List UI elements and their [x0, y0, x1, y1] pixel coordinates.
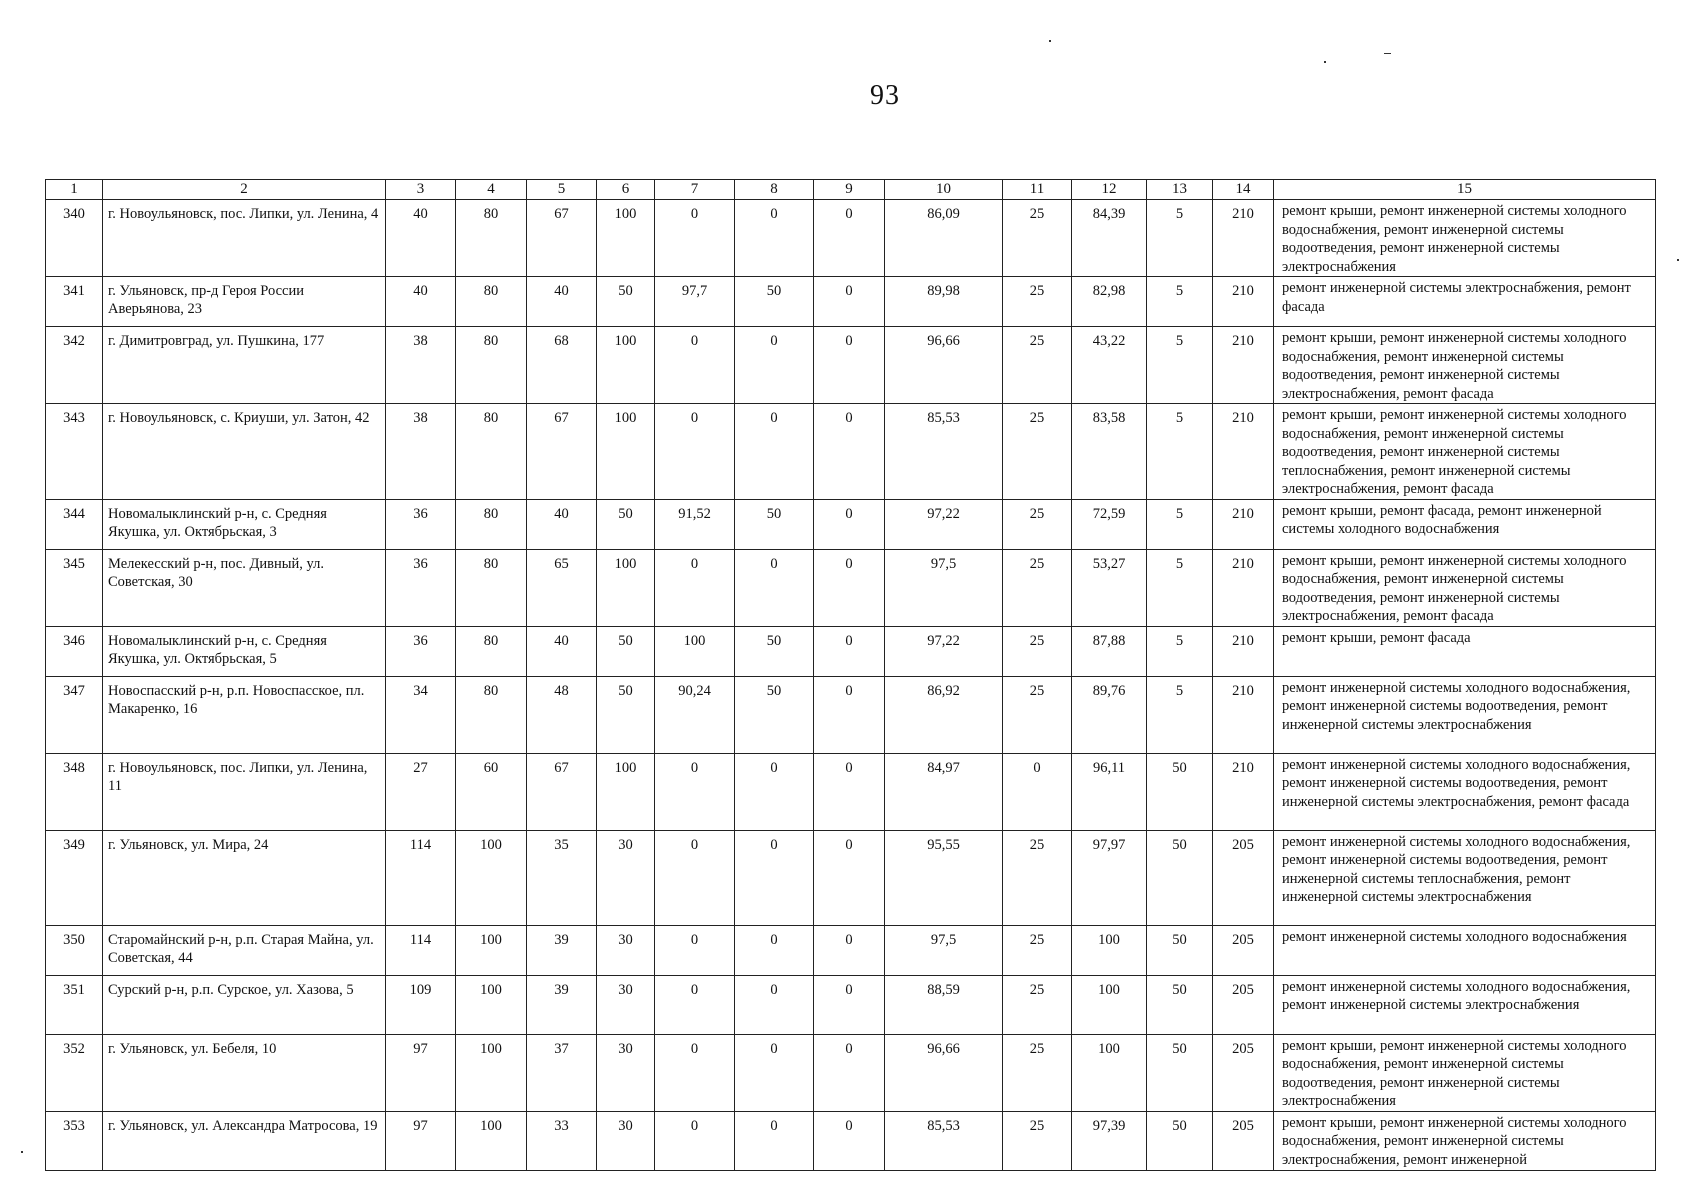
value-cell: 39 — [527, 975, 597, 1034]
value-cell: 210 — [1213, 549, 1274, 626]
column-header: 14 — [1213, 180, 1274, 200]
value-cell: 91,52 — [655, 499, 735, 549]
value-cell: 80 — [456, 200, 527, 277]
value-cell: 40 — [527, 499, 597, 549]
value-cell: 97 — [386, 1111, 456, 1170]
value-cell: 5 — [1147, 549, 1213, 626]
value-cell: 43,22 — [1072, 327, 1147, 404]
value-cell: 100 — [1072, 975, 1147, 1034]
value-cell: 82,98 — [1072, 277, 1147, 327]
value-cell: 35 — [527, 830, 597, 925]
value-cell: 0 — [655, 549, 735, 626]
value-cell: 5 — [1147, 676, 1213, 753]
value-cell: 100 — [456, 925, 527, 975]
value-cell: 100 — [655, 626, 735, 676]
address-cell: Старомайнский р-н, р.п. Старая Майна, ул. Советская, 44 — [103, 925, 386, 975]
value-cell: 0 — [814, 753, 885, 830]
value-cell: 50 — [1147, 975, 1213, 1034]
value-cell: 205 — [1213, 1111, 1274, 1170]
data-table-container — [45, 179, 1655, 1171]
value-cell: 25 — [1003, 327, 1072, 404]
value-cell: 0 — [1003, 753, 1072, 830]
value-cell: 50 — [1147, 830, 1213, 925]
value-cell: 50 — [735, 499, 814, 549]
address-cell: г. Ульяновск, ул. Бебеля, 10 — [103, 1034, 386, 1111]
value-cell: 33 — [527, 1111, 597, 1170]
value-cell: 0 — [814, 830, 885, 925]
table-row — [46, 277, 1656, 327]
data-table — [45, 179, 1656, 1171]
value-cell: 50 — [597, 626, 655, 676]
value-cell: 67 — [527, 404, 597, 500]
value-cell: 0 — [655, 830, 735, 925]
value-cell: 0 — [814, 404, 885, 500]
scan-speck — [1324, 61, 1326, 63]
value-cell: 25 — [1003, 975, 1072, 1034]
value-cell: 50 — [1147, 753, 1213, 830]
value-cell: 50 — [1147, 925, 1213, 975]
value-cell: 0 — [655, 1111, 735, 1170]
table-row — [46, 549, 1656, 626]
work-description-cell: ремонт инженерной системы холодного водоснабжения, ремонт инженерной системы водоотведения, ремонт инженерной системы электроснабжения, ремонт фасада — [1274, 753, 1656, 830]
value-cell: 5 — [1147, 499, 1213, 549]
value-cell: 210 — [1213, 753, 1274, 830]
address-cell: г. Новоульяновск, пос. Липки, ул. Ленина, 11 — [103, 753, 386, 830]
value-cell: 89,98 — [885, 277, 1003, 327]
row-number: 353 — [46, 1111, 103, 1170]
value-cell: 25 — [1003, 549, 1072, 626]
value-cell: 100 — [456, 975, 527, 1034]
value-cell: 50 — [597, 676, 655, 753]
row-number: 351 — [46, 975, 103, 1034]
value-cell: 5 — [1147, 626, 1213, 676]
work-description-cell: ремонт крыши, ремонт инженерной системы холодного водоснабжения, ремонт инженерной системы водоотведения, ремонт инженерной системы электроснабжения — [1274, 1034, 1656, 1111]
value-cell: 80 — [456, 676, 527, 753]
address-cell: Мелекесский р-н, пос. Дивный, ул. Советская, 30 — [103, 549, 386, 626]
address-cell: г. Ульяновск, ул. Мира, 24 — [103, 830, 386, 925]
row-number: 352 — [46, 1034, 103, 1111]
row-number: 347 — [46, 676, 103, 753]
value-cell: 0 — [735, 1111, 814, 1170]
column-header: 1 — [46, 180, 103, 200]
table-row — [46, 975, 1656, 1034]
scan-speck — [1384, 53, 1391, 54]
scan-speck — [1677, 259, 1679, 261]
value-cell: 100 — [456, 1034, 527, 1111]
value-cell: 38 — [386, 327, 456, 404]
column-header: 5 — [527, 180, 597, 200]
work-description-cell: ремонт инженерной системы электроснабжения, ремонт фасада — [1274, 277, 1656, 327]
address-cell: г. Ульяновск, пр-д Героя России Аверьянова, 23 — [103, 277, 386, 327]
row-number: 341 — [46, 277, 103, 327]
value-cell: 25 — [1003, 1034, 1072, 1111]
value-cell: 0 — [735, 200, 814, 277]
value-cell: 0 — [814, 1034, 885, 1111]
value-cell: 39 — [527, 925, 597, 975]
value-cell: 68 — [527, 327, 597, 404]
column-header: 13 — [1147, 180, 1213, 200]
column-header: 9 — [814, 180, 885, 200]
row-number: 343 — [46, 404, 103, 500]
row-number: 348 — [46, 753, 103, 830]
value-cell: 5 — [1147, 200, 1213, 277]
value-cell: 72,59 — [1072, 499, 1147, 549]
value-cell: 0 — [814, 626, 885, 676]
value-cell: 5 — [1147, 327, 1213, 404]
column-header: 6 — [597, 180, 655, 200]
value-cell: 38 — [386, 404, 456, 500]
page-number: 93 — [870, 80, 900, 111]
value-cell: 50 — [597, 277, 655, 327]
address-cell: Новоспасский р-н, р.п. Новоспасское, пл. Макаренко, 16 — [103, 676, 386, 753]
value-cell: 0 — [735, 830, 814, 925]
value-cell: 97,7 — [655, 277, 735, 327]
value-cell: 25 — [1003, 277, 1072, 327]
table-row — [46, 830, 1656, 925]
work-description-cell: ремонт крыши, ремонт инженерной системы холодного водоснабжения, ремонт инженерной системы водоотведения, ремонт инженерной системы электроснабжения — [1274, 200, 1656, 277]
table-row — [46, 676, 1656, 753]
row-number: 345 — [46, 549, 103, 626]
value-cell: 205 — [1213, 925, 1274, 975]
value-cell: 0 — [735, 925, 814, 975]
value-cell: 97,5 — [885, 925, 1003, 975]
value-cell: 100 — [1072, 925, 1147, 975]
value-cell: 53,27 — [1072, 549, 1147, 626]
value-cell: 50 — [1147, 1034, 1213, 1111]
value-cell: 34 — [386, 676, 456, 753]
column-header: 3 — [386, 180, 456, 200]
value-cell: 25 — [1003, 499, 1072, 549]
value-cell: 97,97 — [1072, 830, 1147, 925]
value-cell: 100 — [597, 327, 655, 404]
value-cell: 84,97 — [885, 753, 1003, 830]
value-cell: 97,22 — [885, 626, 1003, 676]
value-cell: 50 — [735, 626, 814, 676]
value-cell: 25 — [1003, 200, 1072, 277]
row-number: 344 — [46, 499, 103, 549]
value-cell: 25 — [1003, 1111, 1072, 1170]
value-cell: 25 — [1003, 404, 1072, 500]
value-cell: 210 — [1213, 327, 1274, 404]
value-cell: 36 — [386, 499, 456, 549]
value-cell: 88,59 — [885, 975, 1003, 1034]
value-cell: 100 — [597, 549, 655, 626]
value-cell: 80 — [456, 549, 527, 626]
value-cell: 0 — [735, 1034, 814, 1111]
value-cell: 97 — [386, 1034, 456, 1111]
value-cell: 30 — [597, 975, 655, 1034]
value-cell: 109 — [386, 975, 456, 1034]
work-description-cell: ремонт крыши, ремонт фасада, ремонт инженерной системы холодного водоснабжения — [1274, 499, 1656, 549]
value-cell: 205 — [1213, 1034, 1274, 1111]
work-description-cell: ремонт крыши, ремонт инженерной системы холодного водоснабжения, ремонт инженерной системы электроснабжения, ремонт инженерной — [1274, 1111, 1656, 1170]
value-cell: 84,39 — [1072, 200, 1147, 277]
value-cell: 0 — [814, 549, 885, 626]
work-description-cell: ремонт крыши, ремонт инженерной системы холодного водоснабжения, ремонт инженерной системы водоотведения, ремонт инженерной системы электроснабжения, ремонт фасада — [1274, 327, 1656, 404]
value-cell: 0 — [655, 200, 735, 277]
value-cell: 0 — [655, 925, 735, 975]
value-cell: 0 — [655, 753, 735, 830]
value-cell: 96,11 — [1072, 753, 1147, 830]
value-cell: 0 — [655, 404, 735, 500]
address-cell: Сурский р-н, р.п. Сурское, ул. Хазова, 5 — [103, 975, 386, 1034]
table-row — [46, 626, 1656, 676]
row-number: 350 — [46, 925, 103, 975]
row-number: 340 — [46, 200, 103, 277]
value-cell: 27 — [386, 753, 456, 830]
value-cell: 97,22 — [885, 499, 1003, 549]
value-cell: 30 — [597, 1034, 655, 1111]
table-row — [46, 327, 1656, 404]
value-cell: 80 — [456, 626, 527, 676]
value-cell: 80 — [456, 404, 527, 500]
work-description-cell: ремонт крыши, ремонт фасада — [1274, 626, 1656, 676]
value-cell: 85,53 — [885, 1111, 1003, 1170]
value-cell: 30 — [597, 830, 655, 925]
value-cell: 0 — [735, 327, 814, 404]
value-cell: 85,53 — [885, 404, 1003, 500]
value-cell: 210 — [1213, 200, 1274, 277]
value-cell: 48 — [527, 676, 597, 753]
address-cell: г. Новоульяновск, пос. Липки, ул. Ленина, 4 — [103, 200, 386, 277]
work-description-cell: ремонт инженерной системы холодного водоснабжения, ремонт инженерной системы электроснабжения — [1274, 975, 1656, 1034]
value-cell: 40 — [386, 277, 456, 327]
work-description-cell: ремонт крыши, ремонт инженерной системы холодного водоснабжения, ремонт инженерной системы водоотведения, ремонт инженерной системы электроснабжения, ремонт фасада — [1274, 549, 1656, 626]
row-number: 346 — [46, 626, 103, 676]
value-cell: 205 — [1213, 830, 1274, 925]
value-cell: 25 — [1003, 676, 1072, 753]
column-header: 10 — [885, 180, 1003, 200]
value-cell: 50 — [735, 676, 814, 753]
value-cell: 25 — [1003, 626, 1072, 676]
value-cell: 0 — [814, 277, 885, 327]
work-description-cell: ремонт инженерной системы холодного водоснабжения, ремонт инженерной системы водоотведения, ремонт инженерной системы электроснабжения — [1274, 676, 1656, 753]
value-cell: 36 — [386, 626, 456, 676]
column-header: 15 — [1274, 180, 1656, 200]
value-cell: 114 — [386, 830, 456, 925]
table-row — [46, 753, 1656, 830]
address-cell: Новомалыклинский р-н, с. Средняя Якушка, ул. Октябрьская, 3 — [103, 499, 386, 549]
value-cell: 5 — [1147, 404, 1213, 500]
value-cell: 86,09 — [885, 200, 1003, 277]
address-cell: Новомалыклинский р-н, с. Средняя Якушка, ул. Октябрьская, 5 — [103, 626, 386, 676]
value-cell: 96,66 — [885, 1034, 1003, 1111]
value-cell: 114 — [386, 925, 456, 975]
column-header: 2 — [103, 180, 386, 200]
value-cell: 0 — [814, 676, 885, 753]
column-header: 11 — [1003, 180, 1072, 200]
value-cell: 210 — [1213, 499, 1274, 549]
value-cell: 50 — [735, 277, 814, 327]
value-cell: 50 — [597, 499, 655, 549]
value-cell: 40 — [386, 200, 456, 277]
value-cell: 89,76 — [1072, 676, 1147, 753]
value-cell: 0 — [655, 327, 735, 404]
column-header: 7 — [655, 180, 735, 200]
value-cell: 100 — [456, 830, 527, 925]
value-cell: 97,39 — [1072, 1111, 1147, 1170]
value-cell: 36 — [386, 549, 456, 626]
value-cell: 25 — [1003, 830, 1072, 925]
value-cell: 0 — [735, 404, 814, 500]
value-cell: 100 — [456, 1111, 527, 1170]
table-row — [46, 200, 1656, 277]
value-cell: 0 — [814, 975, 885, 1034]
value-cell: 30 — [597, 925, 655, 975]
value-cell: 97,5 — [885, 549, 1003, 626]
value-cell: 0 — [735, 753, 814, 830]
row-number: 349 — [46, 830, 103, 925]
value-cell: 86,92 — [885, 676, 1003, 753]
value-cell: 5 — [1147, 277, 1213, 327]
table-row — [46, 499, 1656, 549]
value-cell: 95,55 — [885, 830, 1003, 925]
value-cell: 40 — [527, 626, 597, 676]
address-cell: г. Ульяновск, ул. Александра Матросова, 19 — [103, 1111, 386, 1170]
address-cell: г. Новоульяновск, с. Криуши, ул. Затон, 42 — [103, 404, 386, 500]
value-cell: 37 — [527, 1034, 597, 1111]
work-description-cell: ремонт инженерной системы холодного водоснабжения, ремонт инженерной системы водоотведения, ремонт инженерной системы теплоснабжения, ремонт инженерной системы электроснабжения — [1274, 830, 1656, 925]
scan-speck — [1049, 40, 1051, 42]
value-cell: 65 — [527, 549, 597, 626]
value-cell: 67 — [527, 753, 597, 830]
header-row — [46, 180, 1656, 200]
value-cell: 100 — [1072, 1034, 1147, 1111]
scan-speck — [21, 1151, 23, 1153]
value-cell: 210 — [1213, 676, 1274, 753]
value-cell: 25 — [1003, 925, 1072, 975]
table-row — [46, 925, 1656, 975]
value-cell: 0 — [655, 1034, 735, 1111]
value-cell: 80 — [456, 327, 527, 404]
value-cell: 210 — [1213, 626, 1274, 676]
value-cell: 0 — [655, 975, 735, 1034]
value-cell: 100 — [597, 200, 655, 277]
table-row — [46, 1034, 1656, 1111]
value-cell: 90,24 — [655, 676, 735, 753]
value-cell: 67 — [527, 200, 597, 277]
column-header: 12 — [1072, 180, 1147, 200]
value-cell: 80 — [456, 499, 527, 549]
table-row — [46, 1111, 1656, 1170]
value-cell: 0 — [814, 327, 885, 404]
value-cell: 0 — [814, 1111, 885, 1170]
work-description-cell: ремонт инженерной системы холодного водоснабжения — [1274, 925, 1656, 975]
value-cell: 96,66 — [885, 327, 1003, 404]
value-cell: 0 — [735, 549, 814, 626]
value-cell: 40 — [527, 277, 597, 327]
address-cell: г. Димитровград, ул. Пушкина, 177 — [103, 327, 386, 404]
value-cell: 60 — [456, 753, 527, 830]
value-cell: 0 — [735, 975, 814, 1034]
value-cell: 0 — [814, 925, 885, 975]
work-description-cell: ремонт крыши, ремонт инженерной системы холодного водоснабжения, ремонт инженерной системы водоотведения, ремонт инженерной системы теплоснабжения, ремонт инженерной системы электроснабжения, ремонт фасада — [1274, 404, 1656, 500]
value-cell: 50 — [1147, 1111, 1213, 1170]
table-row — [46, 404, 1656, 500]
value-cell: 210 — [1213, 277, 1274, 327]
value-cell: 100 — [597, 404, 655, 500]
row-number: 342 — [46, 327, 103, 404]
value-cell: 205 — [1213, 975, 1274, 1034]
value-cell: 0 — [814, 499, 885, 549]
table-body — [46, 200, 1656, 1171]
column-header: 8 — [735, 180, 814, 200]
value-cell: 80 — [456, 277, 527, 327]
value-cell: 30 — [597, 1111, 655, 1170]
value-cell: 83,58 — [1072, 404, 1147, 500]
value-cell: 210 — [1213, 404, 1274, 500]
value-cell: 100 — [597, 753, 655, 830]
value-cell: 87,88 — [1072, 626, 1147, 676]
column-header: 4 — [456, 180, 527, 200]
value-cell: 0 — [814, 200, 885, 277]
